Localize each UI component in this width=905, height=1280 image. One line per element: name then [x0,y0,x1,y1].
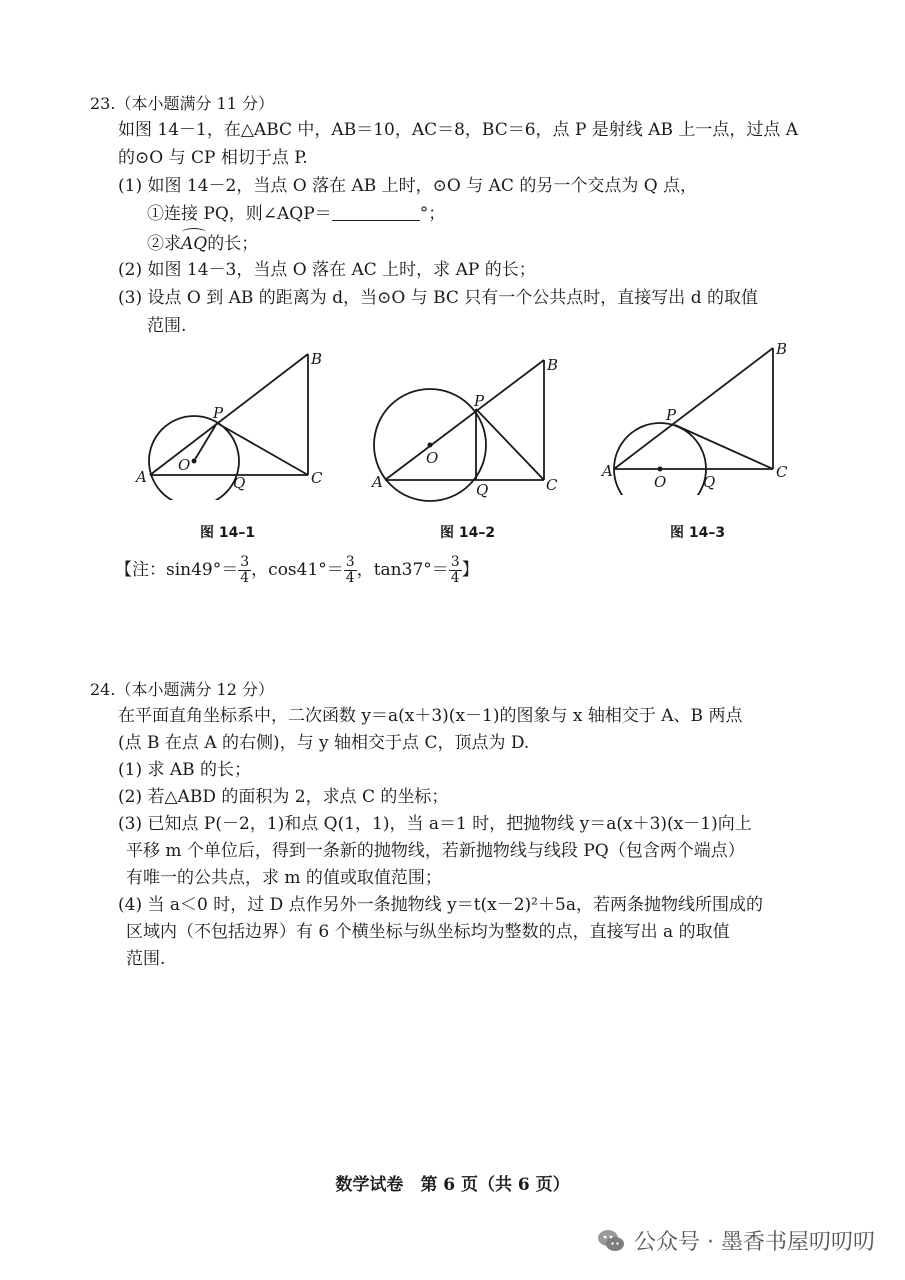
label-c: C [311,469,323,487]
q23-part3-line1: (3) 设点 O 到 AB 的距离为 d，当⊙O 与 BC 只有一个公共点时，直接写出 d 的取值 [118,288,758,308]
q23-heading: 23.（本小题满分 11 分） [90,94,274,113]
fraction-denominator: 4 [345,570,355,586]
q23-part1a [147,202,445,226]
label-a: A [372,473,383,491]
wechat-icon [596,1226,626,1256]
page-footer: 数学试卷 第 6 页（共 6 页） [335,1175,570,1195]
figure-14-1-caption: 图 14–1 [200,525,256,541]
label-o: O [654,473,667,491]
q24-part3-line2: 平移 m 个单位后，得到一条新的抛物线，若新抛物线与线段 PQ（包含两个端点） [126,841,745,861]
q23-part1a-text: ①连接 PQ，则∠AQP＝ [147,204,332,224]
q23-part2: (2) 如图 14－3，当点 O 落在 AC 上时，求 AP 的长； [118,260,536,280]
note-close: 】 [461,560,479,580]
note-mid2: ，tan37°＝ [356,560,449,580]
label-a: A [602,462,613,480]
note-open: 【注：sin49°＝ [115,560,239,580]
fraction-numerator: 3 [240,554,250,570]
q24-heading: 24.（本小题满分 12 分） [90,680,274,699]
q24-part4-line3: 范围. [126,949,166,969]
q23-part1b-text: ②求 [147,234,181,254]
arc-aq: AQ [181,234,208,254]
q23-part3-line2: 范围. [147,316,187,336]
segment-ab [614,348,773,469]
center-o-dot [658,467,663,472]
label-o: O [426,449,439,467]
figure-14-2-caption: 图 14–2 [440,525,496,541]
q24-part3-line3: 有唯一的公共点，求 m 的值或取值范围； [126,868,442,888]
trig-note [115,554,479,586]
figure-14-3 [597,335,812,495]
label-c: C [776,463,788,481]
q24-part1: (1) 求 AB 的长； [118,760,252,780]
fraction-3-4 [449,555,462,586]
fraction-denominator: 4 [240,570,250,586]
segment-ab [150,354,308,475]
fraction-3-4 [344,555,357,586]
figure-14-1 [120,340,340,500]
label-q: Q [233,474,246,492]
segment-ab [385,360,544,480]
q23-intro-line1: 如图 14－1，在△ABC 中，AB＝10，AC＝8，BC＝6，点 P 是射线 AB 上一点，过点 A [118,120,799,140]
q23-part1b [147,232,258,256]
fraction-numerator: 3 [345,554,355,570]
center-o-dot [192,459,197,464]
label-a: A [136,468,147,486]
center-o-dot [428,443,433,448]
q24-intro-line2: (点 B 在点 A 的右侧)，与 y 轴相交于点 C，顶点为 D. [118,733,530,753]
label-c: C [546,476,558,494]
segment-cp [675,425,773,469]
q23-part1b-tail: 的长； [207,234,259,254]
segment-op [194,423,217,461]
label-o: O [178,456,191,474]
watermark [596,1225,875,1256]
label-q: Q [476,481,489,499]
label-b: B [311,350,323,368]
q23-intro-line2: 的⊙O 与 CP 相切于点 P. [118,148,308,168]
figure-14-2 [362,345,572,505]
q24-part3-line1: (3) 已知点 P(－2，1)和点 Q(1，1)，当 a＝1 时，把抛物线 y＝a(x＋3)(x－1)向上 [118,814,752,834]
label-p: P [213,404,224,422]
label-q: Q [703,473,716,491]
fraction-3-4 [238,555,251,586]
answer-blank [332,202,420,221]
label-b: B [776,340,788,358]
segment-cp [217,423,308,475]
watermark-text: 公众号 · 墨香书屋叨叨叨 [634,1230,875,1255]
fraction-numerator: 3 [450,554,460,570]
note-mid1: ，cos41°＝ [251,560,344,580]
q23-part1a-tail: °； [419,204,446,224]
fraction-denominator: 4 [450,570,460,586]
label-p: P [474,392,485,410]
label-b: B [547,356,559,374]
q24-part4-line2: 区域内（不包括边界）有 6 个横坐标与纵坐标均为整数的点，直接写出 a 的取值 [126,922,730,942]
figure-14-3-caption: 图 14–3 [670,525,726,541]
q24-part2: (2) 若△ABD 的面积为 2，求点 C 的坐标； [118,787,449,807]
label-p: P [666,406,677,424]
q24-part4-line1: (4) 当 a＜0 时，过 D 点作另外一条抛物线 y＝t(x－2)²＋5a，若两条抛物线所围成的 [118,895,763,915]
q23-part1: (1) 如图 14－2，当点 O 落在 AB 上时，⊙O 与 AC 的另一个交点为 Q 点， [118,176,698,196]
q24-intro-line1: 在平面直角坐标系中，二次函数 y＝a(x＋3)(x－1)的图象与 x 轴相交于 A、B 两点 [118,706,743,726]
